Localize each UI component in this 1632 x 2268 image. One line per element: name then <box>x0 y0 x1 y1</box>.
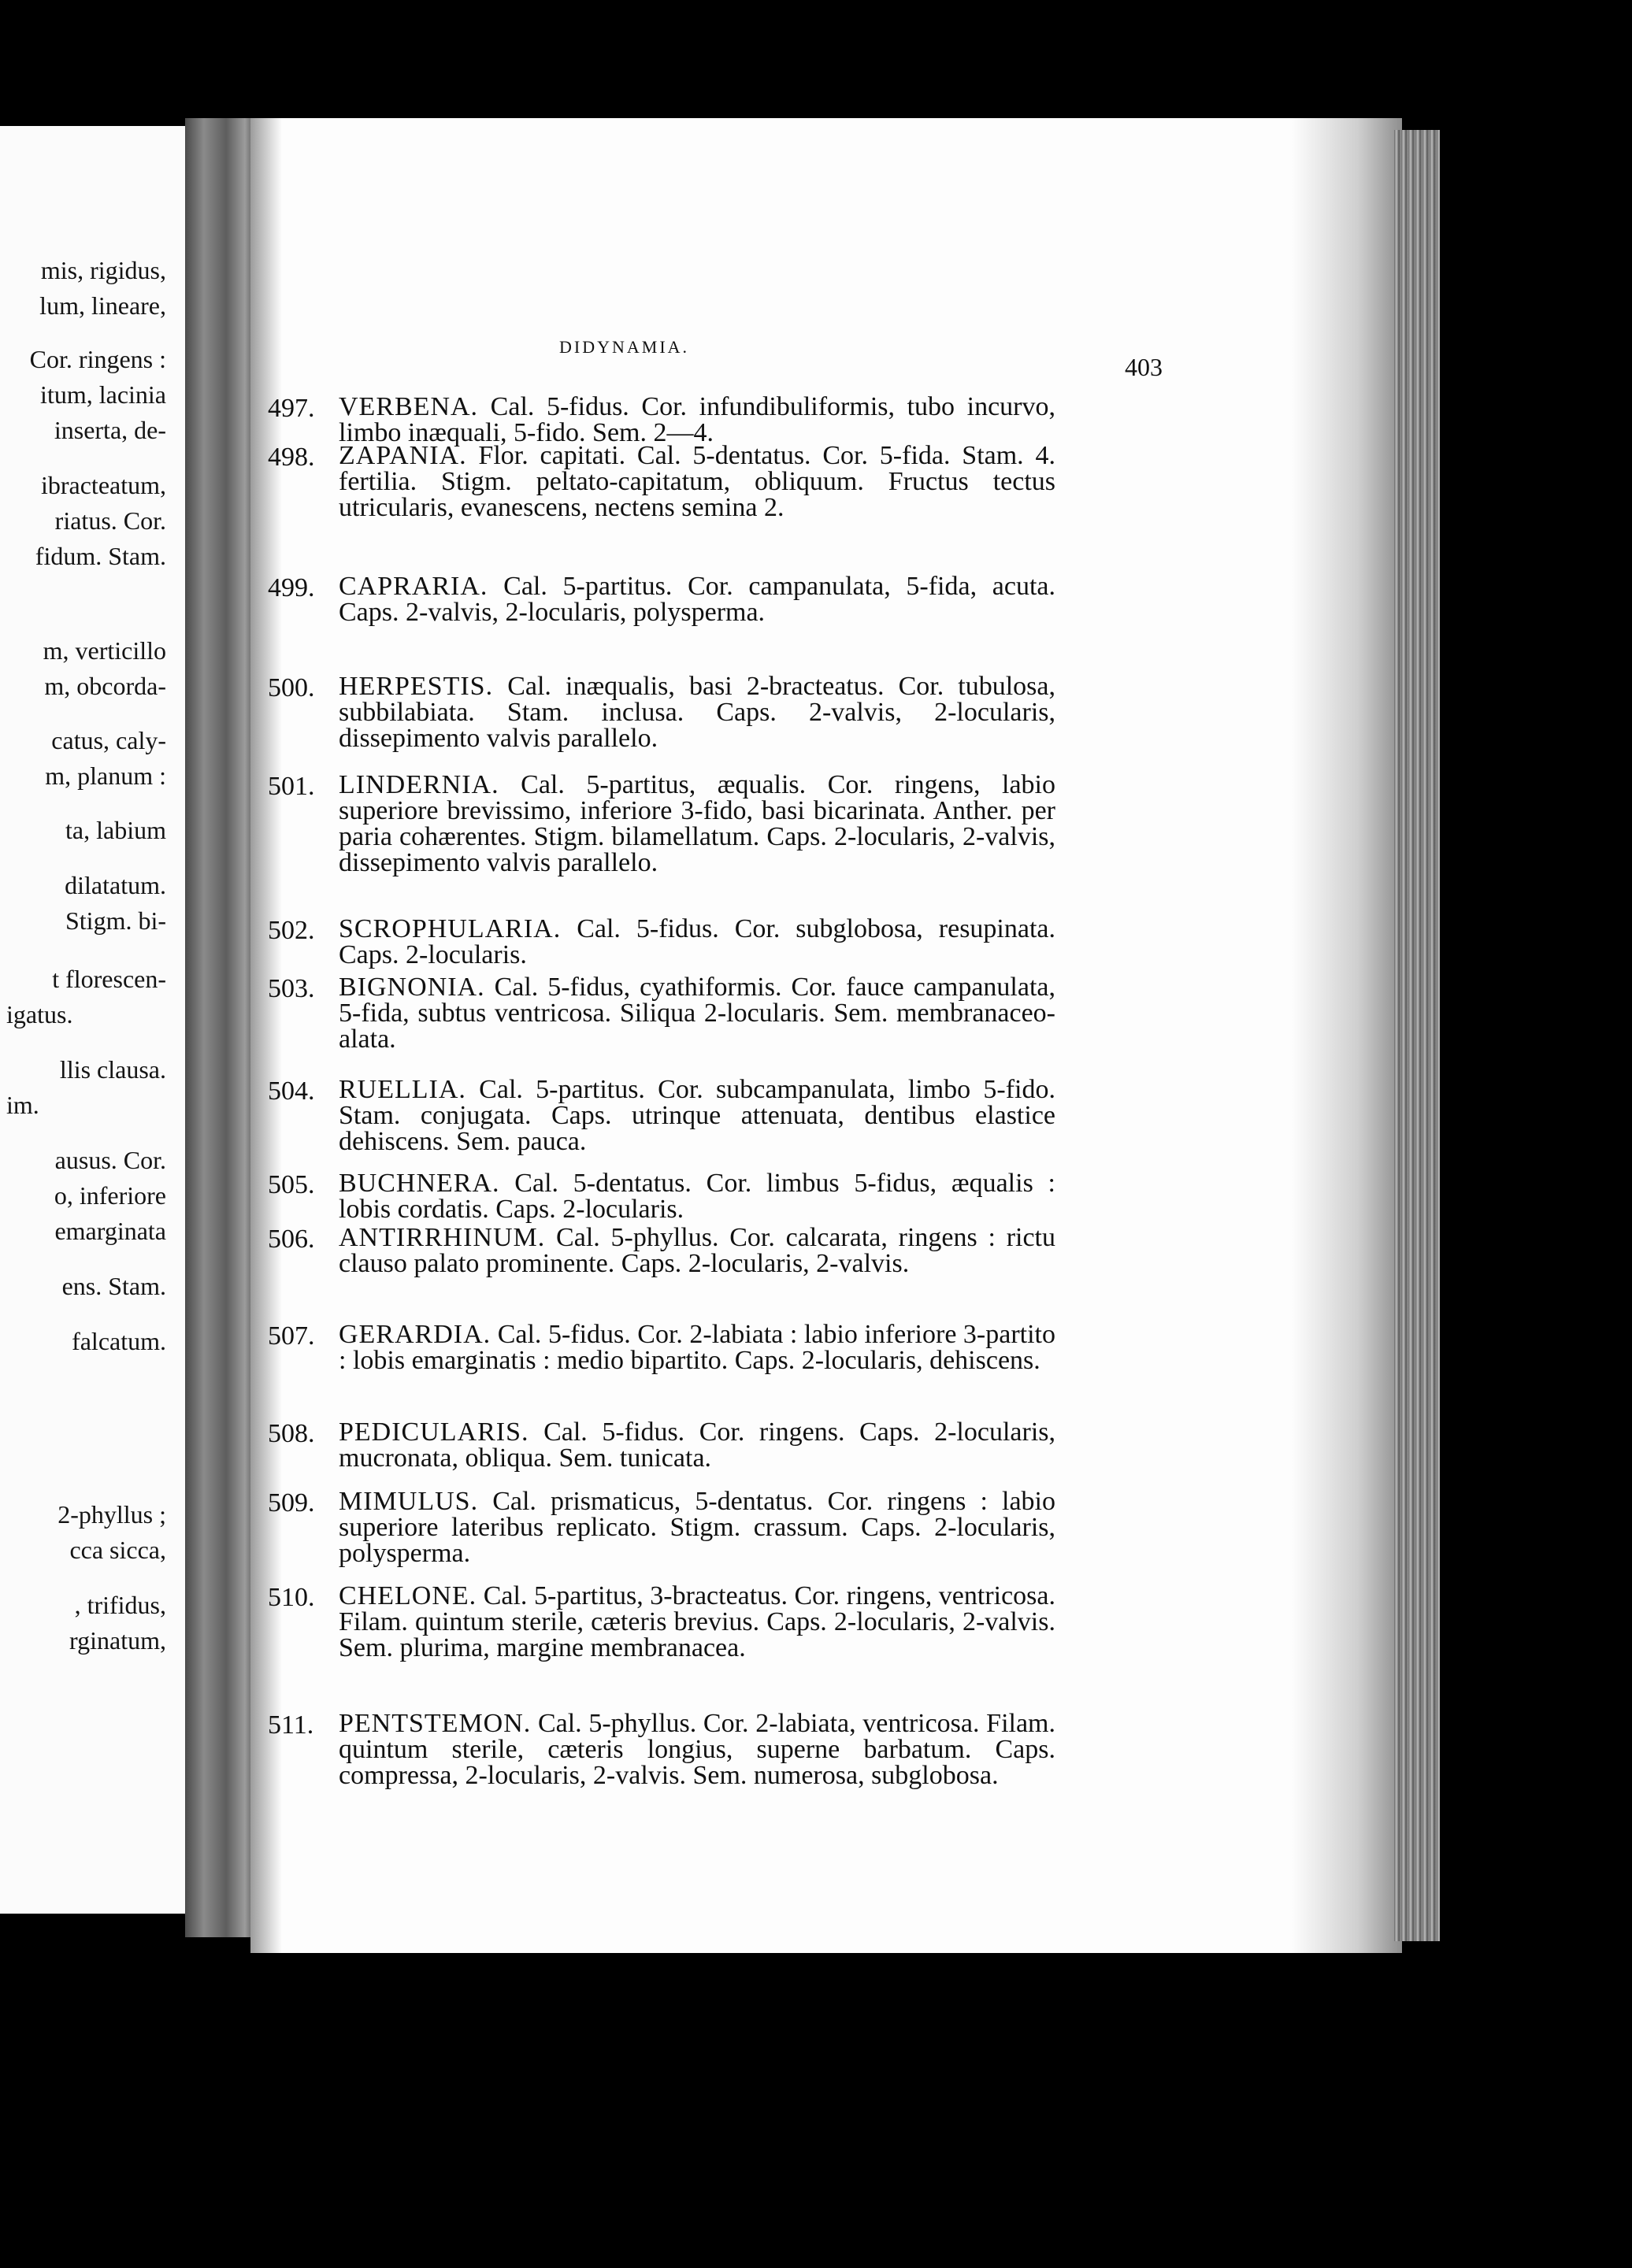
genus-name: CHELONE. <box>339 1581 477 1610</box>
genus-name: GERARDIA. <box>339 1320 491 1349</box>
page-number: 403 <box>1125 353 1163 381</box>
left-page-line: itum, lacinia <box>40 380 166 409</box>
genus-description: Cal. 5-fidus. Cor. subglobosa, resupinata. Caps. 2-locularis. <box>339 914 1055 969</box>
left-page-line: t florescen- <box>52 965 166 993</box>
entry-number: 497. <box>268 394 315 423</box>
left-page-line: im. <box>6 1091 39 1119</box>
entry-number: 500. <box>268 673 315 702</box>
genus-name: PEDICULARIS. <box>339 1418 529 1447</box>
left-page-line: dilatatum. <box>65 871 166 899</box>
entry-number: 501. <box>268 772 315 801</box>
entry-body <box>339 772 1055 876</box>
genus-name: RUELLIA. <box>339 1075 466 1104</box>
left-page-line: lum, lineare, <box>39 291 166 320</box>
entry-number: 504. <box>268 1077 315 1106</box>
entry-body <box>339 1077 1055 1154</box>
left-page-fragment <box>0 126 185 1914</box>
left-page-line: catus, caly- <box>51 726 166 754</box>
left-gutter-shadow <box>185 118 260 1937</box>
left-page-line: riatus. Cor. <box>54 506 166 535</box>
genus-name: HERPESTIS. <box>339 672 494 701</box>
entry-body <box>339 974 1055 1052</box>
genus-description: Flor. capitati. Cal. 5-dentatus. Cor. 5-fida. Stam. 4. fertilia. Stigm. peltato-capitatum, obliquum. Fructus tectus utricularis, evanescens, nectens semina 2. <box>339 441 1055 522</box>
page-stack-edge <box>1394 130 1440 1941</box>
genus-name: LINDERNIA. <box>339 770 499 799</box>
entry-number: 511. <box>268 1710 314 1740</box>
genus-description: Cal. prismaticus, 5-dentatus. Cor. ringens : labio superiore lateribus replicato. Stigm. crassum. Caps. 2-locularis, polysperma. <box>339 1487 1056 1568</box>
genus-name: VERBENA. <box>339 392 479 421</box>
left-page-line: , trifidus, <box>74 1591 166 1619</box>
left-page-line: Cor. ringens : <box>29 345 166 373</box>
genus-description: Cal. 5-fidus. Cor. ringens. Caps. 2-locularis, mucronata, obliqua. Sem. tunicata. <box>339 1418 1056 1473</box>
entry-body <box>339 673 1055 751</box>
left-page-line: m, verticillo <box>43 636 166 665</box>
genus-name: BIGNONIA. <box>339 973 485 1002</box>
entry-body <box>339 443 1055 521</box>
left-page-line: ausus. Cor. <box>54 1146 166 1174</box>
genus-name: SCROPHULARIA. <box>339 914 562 943</box>
genus-description: Cal. 5-partitus. Cor. subcampanulata, limbo 5-fido. Stam. conjugata. Caps. utrinque attenuata, dentibus elastice dehiscens. Sem. pauca. <box>339 1075 1055 1156</box>
entry-body <box>339 1710 1055 1788</box>
entry-number: 499. <box>268 573 315 602</box>
genus-description: Cal. 5-partitus, 3-bracteatus. Cor. ringens, ventricosa. Filam. quintum sterile, cæteris brevius. Caps. 2-locularis, 2-valvis. Sem. plurima, margine membranacea. <box>339 1581 1055 1662</box>
entry-body <box>339 1170 1055 1222</box>
left-page-line: ens. Stam. <box>61 1272 166 1300</box>
entry-number: 505. <box>268 1170 315 1199</box>
genus-description: Cal. 5-phyllus. Cor. calcarata, ringens : rictu clauso palato prominente. Caps. 2-locularis, 2-valvis. <box>339 1223 1056 1278</box>
genus-description: Cal. 5-phyllus. Cor. 2-labiata, ventricosa. Filam. quintum sterile, cæteris longius, superne barbatum. Caps. compressa, 2-locularis, 2-valvis. Sem. numerosa, subglobosa. <box>339 1709 1055 1790</box>
entry-body <box>339 394 1055 446</box>
genus-name: MIMULUS. <box>339 1487 479 1516</box>
left-page-line: Stigm. bi- <box>65 906 166 935</box>
left-page-line: m, planum : <box>45 762 166 790</box>
entry-number: 509. <box>268 1488 315 1518</box>
left-page-line: 2-phyllus ; <box>57 1500 166 1529</box>
genus-name: ANTIRRHINUM. <box>339 1223 546 1252</box>
left-page-line: ibracteatum, <box>40 471 166 499</box>
entry-number: 510. <box>268 1583 315 1612</box>
genus-description: Cal. 5-fidus. Cor. infundibuliformis, tubo incurvo, limbo inæquali, 5-fido. Sem. 2—4. <box>339 392 1056 447</box>
left-page-line: igatus. <box>6 1000 73 1028</box>
entry-body <box>339 1583 1055 1661</box>
left-page-line: inserta, de- <box>54 416 166 444</box>
running-head: DIDYNAMIA. <box>559 337 690 357</box>
left-page-line: falcatum. <box>72 1327 166 1355</box>
genus-name: CAPRARIA. <box>339 572 488 601</box>
entry-body <box>339 573 1055 625</box>
entry-number: 498. <box>268 443 315 472</box>
left-page-line: ta, labium <box>65 816 166 844</box>
entry-body <box>339 916 1055 968</box>
genus-description: Cal. inæqualis, basi 2-bracteatus. Cor. tubulosa, subbilabiata. Stam. inclusa. Caps. 2-valvis, 2-locularis, dissepimento valvis parallelo. <box>339 672 1056 753</box>
genus-description: Cal. 5-dentatus. Cor. limbus 5-fidus, æqualis : lobis cordatis. Caps. 2-locularis. <box>339 1169 1056 1224</box>
entry-body <box>339 1225 1055 1277</box>
genus-description: Cal. 5-partitus. Cor. campanulata, 5-fida, acuta. Caps. 2-valvis, 2-locularis, polysperma. <box>339 572 1055 627</box>
left-page-line: mis, rigidus, <box>40 256 166 284</box>
genus-description: Cal. 5-fidus. Cor. 2-labiata : labio inferiore 3-partito : lobis emarginatis : medio bipartito. Caps. 2-locularis, dehiscens. <box>339 1320 1056 1375</box>
entry-body <box>339 1488 1055 1566</box>
left-page-line: rginatum, <box>69 1626 166 1655</box>
left-page-line: cca sicca, <box>69 1536 166 1564</box>
left-page-line: fidum. Stam. <box>35 542 166 570</box>
left-page-line: m, obcorda- <box>44 672 166 700</box>
entry-number: 502. <box>268 916 315 945</box>
left-page-line: llis clausa. <box>59 1055 166 1084</box>
page-curve-shadow <box>1292 118 1402 1953</box>
genus-name: PENTSTEMON. <box>339 1709 532 1738</box>
entry-number: 503. <box>268 974 315 1003</box>
genus-name: ZAPANIA. <box>339 441 467 470</box>
left-page-line: o, inferiore <box>54 1181 166 1210</box>
genus-description: Cal. 5-fidus, cyathiformis. Cor. fauce campanulata, 5-fida, subtus ventricosa. Siliqua 2-locularis. Sem. membranaceo-alata. <box>339 973 1055 1054</box>
entry-number: 507. <box>268 1321 315 1351</box>
entry-number: 508. <box>268 1419 315 1448</box>
entry-number: 506. <box>268 1225 315 1254</box>
entry-body <box>339 1419 1055 1471</box>
genus-description: Cal. 5-partitus, æqualis. Cor. ringens, labio superiore brevissimo, inferiore 3-fido, basi bicarinata. Anther. per paria cohærentes. Stigm. bilamellatum. Caps. 2-locularis, 2-valvis, dissepimento valvis parallelo. <box>339 770 1055 877</box>
genus-name: BUCHNERA. <box>339 1169 500 1198</box>
left-page-line: emarginata <box>54 1217 166 1245</box>
entry-body <box>339 1321 1055 1373</box>
